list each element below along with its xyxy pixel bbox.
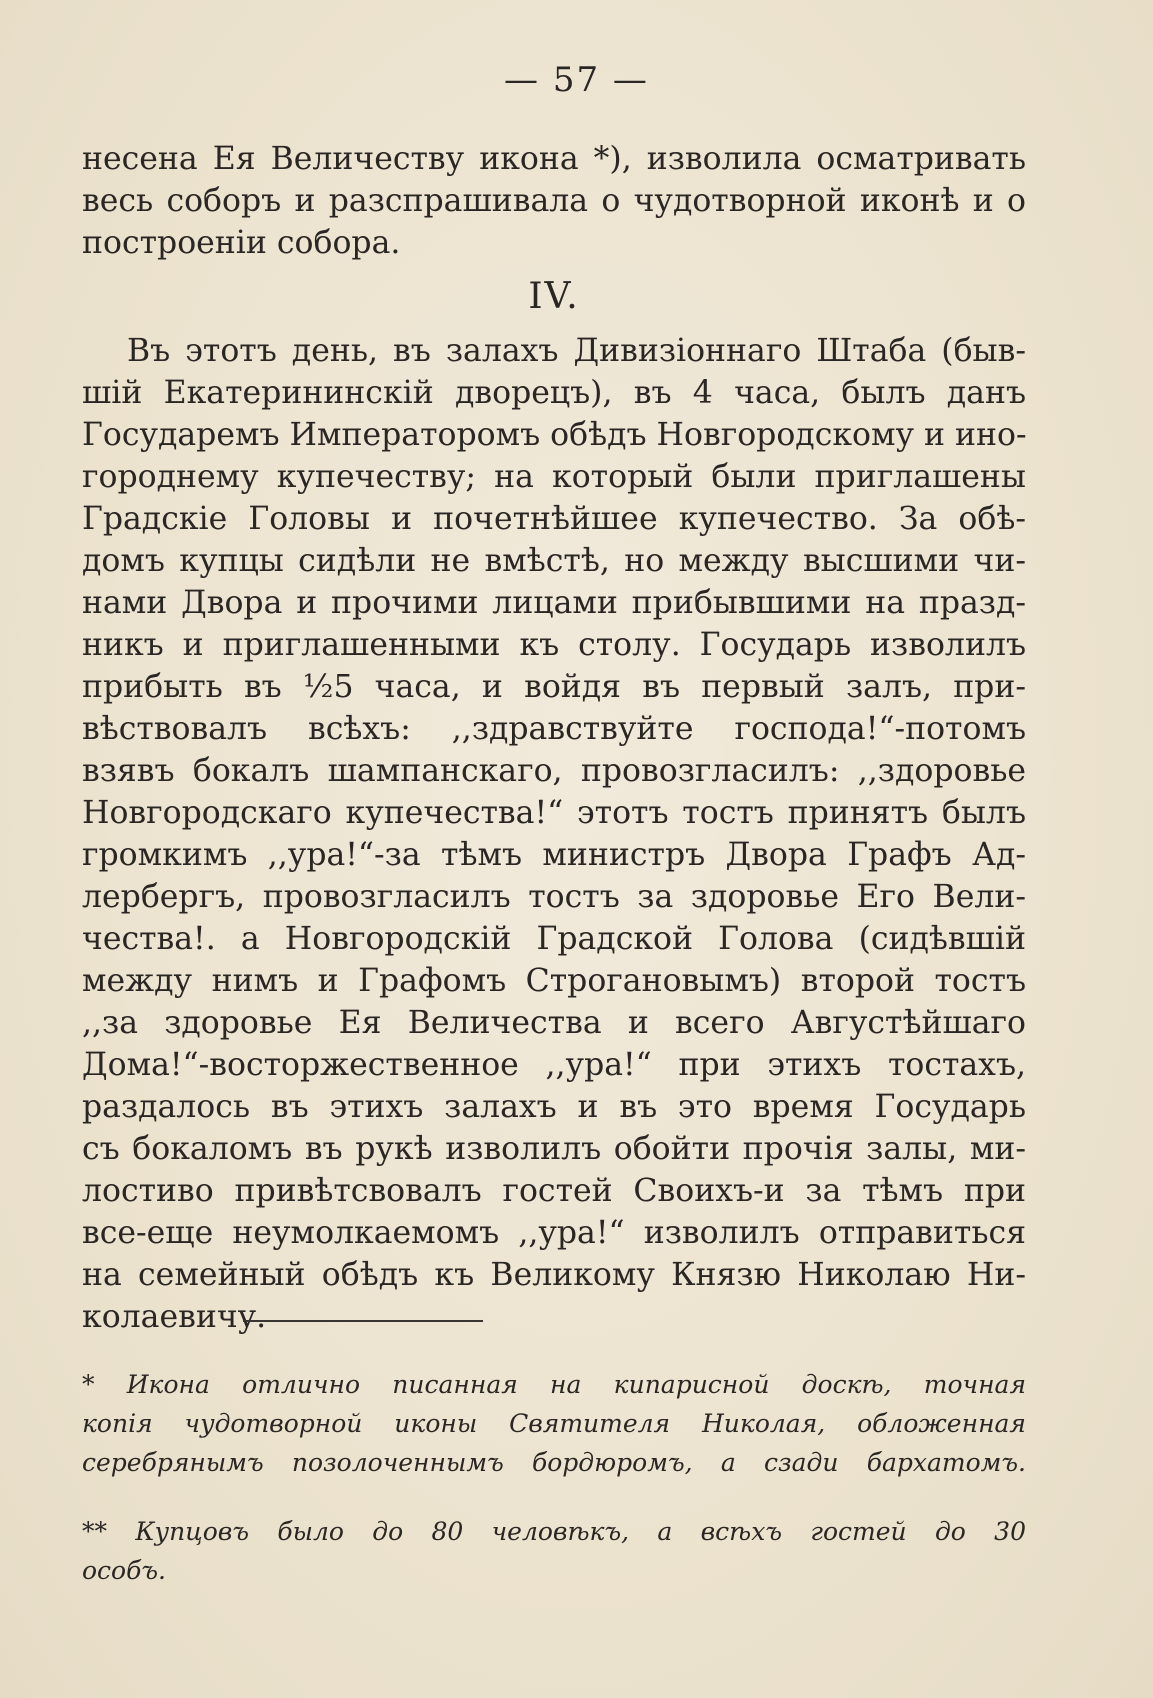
text-line: шій Екатерининскій дворецъ), въ 4 часа, былъ данъ xyxy=(82,375,1026,411)
text-line: взявъ бокалъ шампанскаго, провозгласилъ: ,,здоровье xyxy=(82,753,1026,789)
text-line: чества!. а Новгородскій Градской Голова (сидѣвшій xyxy=(82,921,1026,957)
text-line: лербергъ, провозгласилъ тостъ за здоровье Его Вели- xyxy=(82,879,1026,915)
text-line: несена Ея Величеству икона *), изволила осматривать xyxy=(82,141,1026,177)
text-line: Въ этотъ день, въ залахъ Дивизіоннаго Штаба (быв- xyxy=(127,333,1026,369)
text-line: все-еще неумолкаемомъ ,,ура!“ изволилъ отправиться xyxy=(82,1215,1026,1251)
footnote-line: ** Купцовъ было до 80 человѣкъ, а всѣхъ гостей до 30 xyxy=(82,1517,1026,1546)
footnote-line: копія чудотворной иконы Святителя Николая, обложенная xyxy=(82,1409,1026,1438)
text-line: нами Двора и прочими лицами прибывшими на празд- xyxy=(82,585,1026,621)
text-line: весь соборъ и разспрашивала о чудотворной иконѣ и о xyxy=(82,183,1026,219)
footnote-2 xyxy=(82,1512,1026,1590)
text-line: Новгородскаго купечества!“ этотъ тостъ принятъ былъ xyxy=(82,795,1026,831)
text-line: никъ и приглашенными къ столу. Государь изволилъ xyxy=(82,627,1026,663)
text-line: Дома!“-восторжественное ,,ура!“ при этихъ тостахъ, xyxy=(82,1047,1026,1083)
text-line: раздалось въ этихъ залахъ и въ это время Государь xyxy=(82,1089,1026,1125)
section-heading: IV. xyxy=(528,276,580,317)
text-line: вѣствовалъ всѣхъ: ,,здравствуйте господа!“-потомъ xyxy=(82,711,1026,747)
text-line: городнему купечеству; на который были приглашены xyxy=(82,459,1026,495)
text-line: построеніи собора. xyxy=(82,225,401,261)
text-line: колаевичу. xyxy=(82,1299,267,1335)
footnote-line: серебрянымъ позолоченнымъ бордюромъ, а сзади бархатомъ. xyxy=(82,1448,1026,1477)
footnotes xyxy=(82,1365,1026,1620)
paragraph-1 xyxy=(82,138,1026,264)
text-line: Государемъ Императоромъ обѣдъ Новгородскому и ино- xyxy=(82,417,1027,453)
text-line: съ бокаломъ въ рукѣ изволилъ обойти прочія залы, ми- xyxy=(82,1131,1026,1167)
text-line: прибыть въ ½5 часа, и войдя въ первый залъ, при- xyxy=(82,669,1026,705)
text-line: громкимъ ,,ура!“-за тѣмъ министръ Двора Графъ Ад- xyxy=(82,837,1026,873)
text-line: на семейный обѣдъ къ Великому Князю Николаю Ни- xyxy=(82,1257,1026,1293)
text-line: ,,за здоровье Ея Величества и всего Августѣйшаго xyxy=(82,1005,1026,1041)
text-line: домъ купцы сидѣли не вмѣстѣ, но между высшими чи- xyxy=(82,543,1026,579)
main-text xyxy=(82,138,1026,1338)
text-line: лостиво привѣтсвовалъ гостей Своихъ-и за тѣмъ при xyxy=(82,1173,1026,1209)
text-line: Градскіе Головы и почетнѣйшее купечество. За обѣ- xyxy=(82,501,1026,537)
page-number: — 57 — xyxy=(504,60,649,100)
footnote-divider xyxy=(243,1320,483,1322)
footnote-1 xyxy=(82,1365,1026,1482)
footnote-line: * Икона отлично писанная на кипарисной доскѣ, точная xyxy=(82,1370,1026,1399)
text-line: между нимъ и Графомъ Строгановымъ) второй тостъ xyxy=(82,963,1026,999)
footnote-line: особъ. xyxy=(82,1556,166,1585)
paragraph-2 xyxy=(82,330,1026,1338)
